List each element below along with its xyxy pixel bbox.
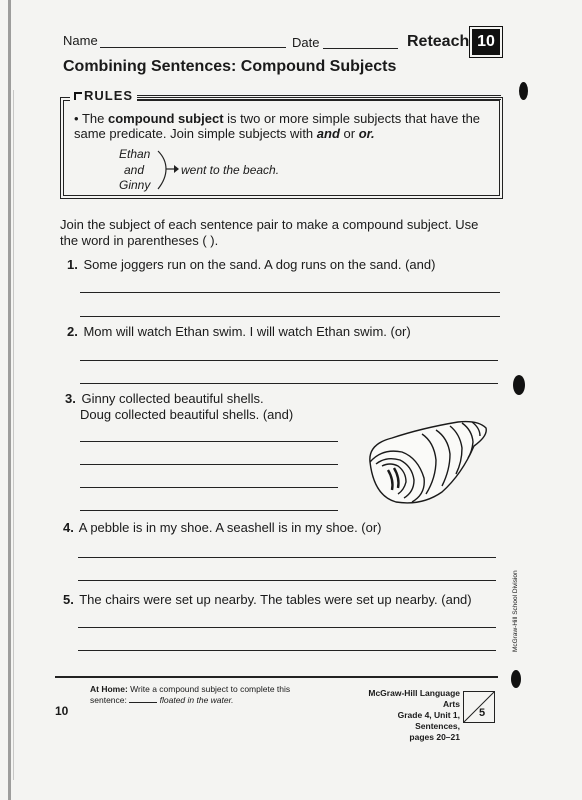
binder-hole-top xyxy=(519,82,528,100)
binder-hole-bottom xyxy=(511,670,521,688)
question-1-text: Some joggers run on the sand. A dog runs on the sand. (and) xyxy=(83,257,436,272)
rules-or-word: or. xyxy=(358,126,375,141)
name-line[interactable] xyxy=(100,47,286,48)
scan-edge xyxy=(8,0,11,800)
at-home-text: Write a compound subject to complete this xyxy=(130,684,291,694)
question-4 xyxy=(63,520,382,536)
answer-line-3d[interactable] xyxy=(80,510,338,511)
publisher-line-1: McGraw-Hill Language Arts xyxy=(368,688,460,709)
rules-flag-icon xyxy=(74,92,82,100)
page-number: 10 xyxy=(55,704,69,718)
publisher-credit xyxy=(362,688,460,743)
question-3-text: Ginny collected beautiful shells. xyxy=(81,391,264,406)
answer-line-3b[interactable] xyxy=(80,464,338,465)
seashell-icon xyxy=(362,414,492,510)
at-home-blank[interactable] xyxy=(129,702,157,703)
rules-or-join: or xyxy=(339,126,359,141)
answer-line-1a[interactable] xyxy=(80,292,500,293)
rules-text-a: The xyxy=(81,111,108,126)
page-title: Combining Sentences: Compound Subjects xyxy=(63,58,397,75)
question-5 xyxy=(63,592,472,608)
at-home-sentence-label: sentence: xyxy=(90,695,127,705)
at-home-label: At Home: xyxy=(90,684,128,694)
publisher-line-2: Grade 4, Unit 1, Sentences, xyxy=(397,710,460,731)
question-1 xyxy=(67,257,435,273)
answer-line-1b[interactable] xyxy=(80,316,500,317)
question-2-number: 2. xyxy=(67,324,78,339)
question-5-text: The chairs were set up nearby. The tables were set up nearby. (and) xyxy=(79,592,472,607)
answer-line-2b[interactable] xyxy=(80,383,498,384)
question-1-number: 1. xyxy=(67,257,78,272)
lesson-badge: 10 xyxy=(472,29,500,55)
question-4-text: A pebble is in my shoe. A seashell is in my shoe. (or) xyxy=(78,520,382,535)
question-3 xyxy=(65,391,264,407)
bracket-arrow-icon xyxy=(156,149,182,191)
binder-hole-middle xyxy=(513,375,525,395)
example-subject-2: Ginny xyxy=(119,178,151,192)
answer-line-3a[interactable] xyxy=(80,441,338,442)
example-conjunction: and xyxy=(124,163,145,177)
example-predicate: went to the beach. xyxy=(181,163,280,177)
question-5-number: 5. xyxy=(63,592,74,607)
answer-line-2a[interactable] xyxy=(80,360,498,361)
rules-bold-term: compound subject xyxy=(107,111,224,126)
answer-line-3c[interactable] xyxy=(80,487,338,488)
answer-line-4a[interactable] xyxy=(78,557,496,558)
rules-text xyxy=(74,111,484,141)
name-label: Name xyxy=(63,33,98,48)
question-3-number: 3. xyxy=(65,391,76,406)
question-3-line-2: Doug collected beautiful shells. (and) xyxy=(80,407,294,422)
question-2-text: Mom will watch Ethan swim. I will watch Ethan swim. (or) xyxy=(83,324,411,339)
rules-text-b: is two or more simple subjects that have the same predicate. Join simple subjects with xyxy=(74,111,481,141)
example-subject-1: Ethan xyxy=(119,147,151,161)
page-box-number: 5 xyxy=(479,707,486,719)
footer-rule xyxy=(55,676,498,678)
date-line[interactable] xyxy=(323,48,398,49)
date-label: Date xyxy=(292,35,320,50)
at-home-note xyxy=(90,684,290,706)
reteach-label: Reteach xyxy=(407,33,470,50)
answer-line-5b[interactable] xyxy=(78,650,496,651)
rules-label xyxy=(70,88,137,103)
instructions: Join the subject of each sentence pair to make a compound subject. Use the word in parentheses ( ). xyxy=(60,217,479,248)
side-credit: McGraw-Hill School Division xyxy=(512,570,519,652)
answer-line-5a[interactable] xyxy=(78,627,496,628)
rules-and-word: and xyxy=(316,126,340,141)
answer-line-4b[interactable] xyxy=(78,580,496,581)
at-home-sentence-tail: floated in the water. xyxy=(159,695,234,705)
question-4-number: 4. xyxy=(63,520,74,535)
publisher-line-3: pages 20–21 xyxy=(409,732,460,742)
scan-edge-line xyxy=(13,90,14,780)
rules-top-rule xyxy=(123,95,501,100)
rules-label-text: RULES xyxy=(84,88,134,103)
bullet-icon: • xyxy=(74,111,79,126)
question-2 xyxy=(67,324,411,340)
